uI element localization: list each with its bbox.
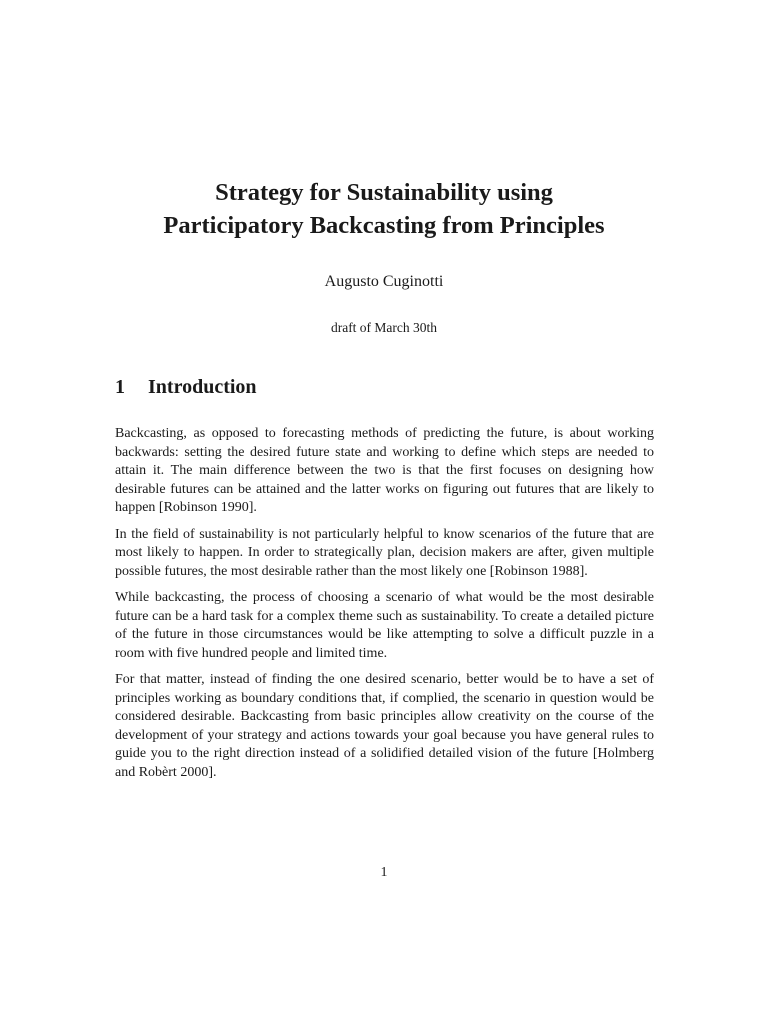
paper-title — [0, 176, 768, 242]
paragraph-3: While backcasting, the process of choosing a scenario of what would be the most desirable future can be a hard task for a complex theme such as sustainability. To create a detailed picture of the future in those circumstances would be like attempting to solve a difficult puzzle in a room with five hundred people and limited time. — [115, 589, 654, 661]
section-number: 1 — [115, 376, 125, 398]
paper-title-line-1: Strategy for Sustainability using — [215, 179, 553, 206]
author-name: Augusto Cuginotti — [324, 273, 444, 290]
body-text — [115, 425, 654, 790]
paper-title-line-2: Participatory Backcasting from Principles — [163, 212, 605, 239]
page-number: 1 — [380, 865, 388, 880]
section-title: Introduction — [148, 376, 257, 398]
paragraph-2: In the field of sustainability is not particularly helpful to know scenarios of the future that are most likely to happen. In order to strategically plan, decision makers are after, given multiple possible futures, the most desirable rather than the most likely one [Robinson 1988]. — [115, 526, 654, 579]
paragraph-4: For that matter, instead of finding the one desired scenario, better would be to have a set of principles working as boundary conditions that, if complied, the scenario in question would be considered desirable. Backcasting from basic principles allow creativity on the course of the development of your strategy and actions towards your goal because you have general rules to guide you to the right direction instead of a solidified detailed vision of the future [Holmberg and Robèrt 2000]. — [115, 671, 654, 780]
paragraph-1: Backcasting, as opposed to forecasting methods of predicting the future, is about working backwards: setting the desired future state and working to define which steps are needed to attain it. The main difference between the two is that the first focuses on designing how desirable futures can be attained and the latter works on figuring out futures that are likely to happen [Robinson 1990]. — [115, 426, 654, 516]
draft-date: draft of March 30th — [330, 320, 438, 335]
section-heading — [115, 373, 257, 401]
